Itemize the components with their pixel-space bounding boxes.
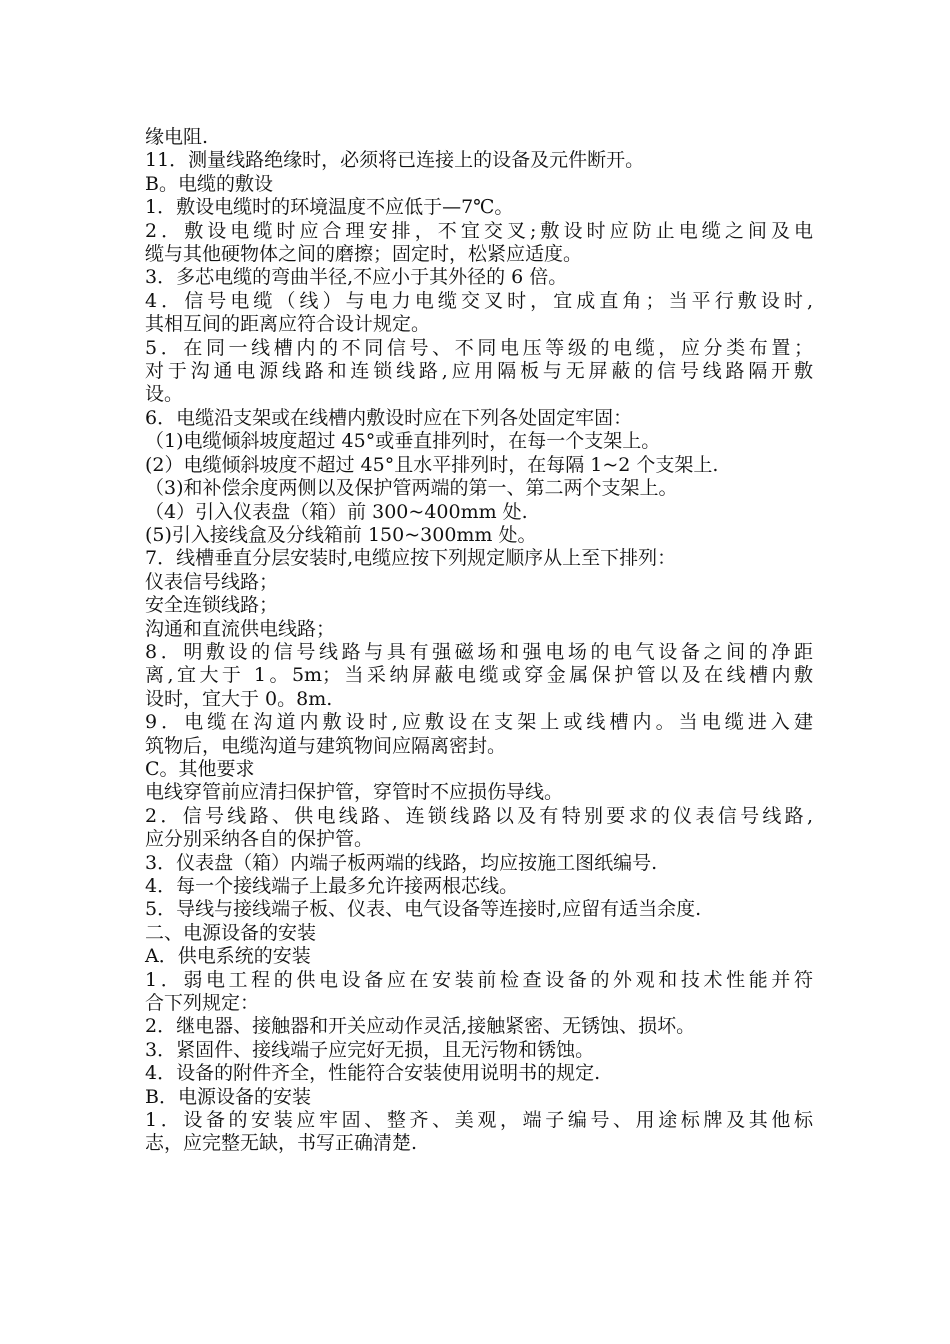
text-line: 7．线槽垂直分层安装时,电缆应按下列规定顺序从上至下排列： xyxy=(145,547,677,570)
document-body xyxy=(145,126,813,1156)
text-line: 离,宜大于 1。5m；当采纳屏蔽电缆或穿金属保护管以及在线槽内敷 xyxy=(145,664,813,687)
text-line: 设时，宜大于 0。8m. xyxy=(145,687,333,710)
text-line: 志，应完整无缺，书写正确清楚. xyxy=(145,1132,418,1155)
text-line: （4）引入仪表盘（箱）前 300~400mm 处. xyxy=(145,500,528,523)
text-line: B。电缆的敷设 xyxy=(145,172,273,195)
text-line: 9．电缆在沟道内敷设时,应敷设在支架上或线槽内。当电缆进入建 xyxy=(145,711,813,734)
text-line: 2．信号线路、供电线路、连锁线路以及有特别要求的仪表信号线路, xyxy=(145,804,813,827)
text-line: 1．弱电工程的供电设备应在安装前检查设备的外观和技术性能并符 xyxy=(145,968,813,991)
text-line: 5．在同一线槽内的不同信号、不同电压等级的电缆，应分类布置； xyxy=(145,336,813,359)
text-line: 1．设备的安装应牢固、整齐、美观，端子编号、用途标牌及其他标 xyxy=(145,1109,813,1132)
text-line: 二、电源设备的安装 xyxy=(145,921,317,944)
text-line: 3．多芯电缆的弯曲半径,不应小于其外径的 6 倍。 xyxy=(145,266,568,289)
text-line: （1)电缆倾斜坡度超过 45°或垂直排列时，在每一个支架上。 xyxy=(145,430,661,453)
text-line: 设。 xyxy=(145,383,184,406)
text-line: 仪表信号线路； xyxy=(145,570,279,593)
text-line: （3)和补偿余度两侧以及保护管两端的第一、第二两个支架上。 xyxy=(145,477,678,500)
text-line: 11．测量线路绝缘时，必须将已连接上的设备及元件断开。 xyxy=(145,149,645,172)
text-line: 合下列规定： xyxy=(145,992,260,1015)
text-line: (5)引入接线盒及分线箱前 150~300mm 处。 xyxy=(145,523,537,546)
text-line: 沟通和直流供电线路； xyxy=(145,617,336,640)
text-line: 对于沟通电源线路和连锁线路,应用隔板与无屏蔽的信号线路隔开敷 xyxy=(145,360,813,383)
text-line: 1．敷设电缆时的环境温度不应低于—7℃。 xyxy=(145,196,514,219)
text-line: 电线穿管前应清扫保护管，穿管时不应损伤导线。 xyxy=(145,781,564,804)
text-line: 缆与其他硬物体之间的磨擦；固定时，松紧应适度。 xyxy=(145,243,583,266)
text-line: B．电源设备的安装 xyxy=(145,1085,311,1108)
text-line: A．供电系统的安装 xyxy=(145,945,311,968)
text-line: 筑物后，电缆沟道与建筑物间应隔离密封。 xyxy=(145,734,507,757)
text-line: C。其他要求 xyxy=(145,757,255,780)
text-line: 3．紧固件、接线端子应完好无损，且无污物和锈蚀。 xyxy=(145,1038,595,1061)
text-line: 2．继电器、接触器和开关应动作灵活,接触紧密、无锈蚀、损坏。 xyxy=(145,1015,696,1038)
text-line: 8．明敷设的信号线路与具有强磁场和强电场的电气设备之间的净距 xyxy=(145,640,813,663)
text-line: 3．仪表盘（箱）内端子板两端的线路，均应按施工图纸编号. xyxy=(145,851,658,874)
text-line: (2）电缆倾斜坡度不超过 45°且水平排列时，在每隔 1~2 个支架上. xyxy=(145,453,719,476)
text-line: 缘电阻. xyxy=(145,126,209,148)
text-line: 5．导线与接线端子板、仪表、电气设备等连接时,应留有适当余度. xyxy=(145,898,702,921)
text-line: 安全连锁线路； xyxy=(145,594,279,617)
text-line: 6．电缆沿支架或在线槽内敷设时应在下列各处固定牢固： xyxy=(145,406,633,429)
text-line: 2．敷设电缆时应合理安排，不宜交叉;敷设时应防止电缆之间及电 xyxy=(145,219,813,242)
text-line: 4．设备的附件齐全，性能符合安装使用说明书的规定. xyxy=(145,1062,601,1085)
text-line: 其相互间的距离应符合设计规定。 xyxy=(145,313,431,336)
text-line: 4．每一个接线端子上最多允许接两根芯线。 xyxy=(145,875,519,897)
text-line: 4．信号电缆（线）与电力电缆交叉时，宜成直角；当平行敷设时, xyxy=(145,289,813,312)
text-line: 应分别采纳各自的保护管。 xyxy=(145,828,374,851)
